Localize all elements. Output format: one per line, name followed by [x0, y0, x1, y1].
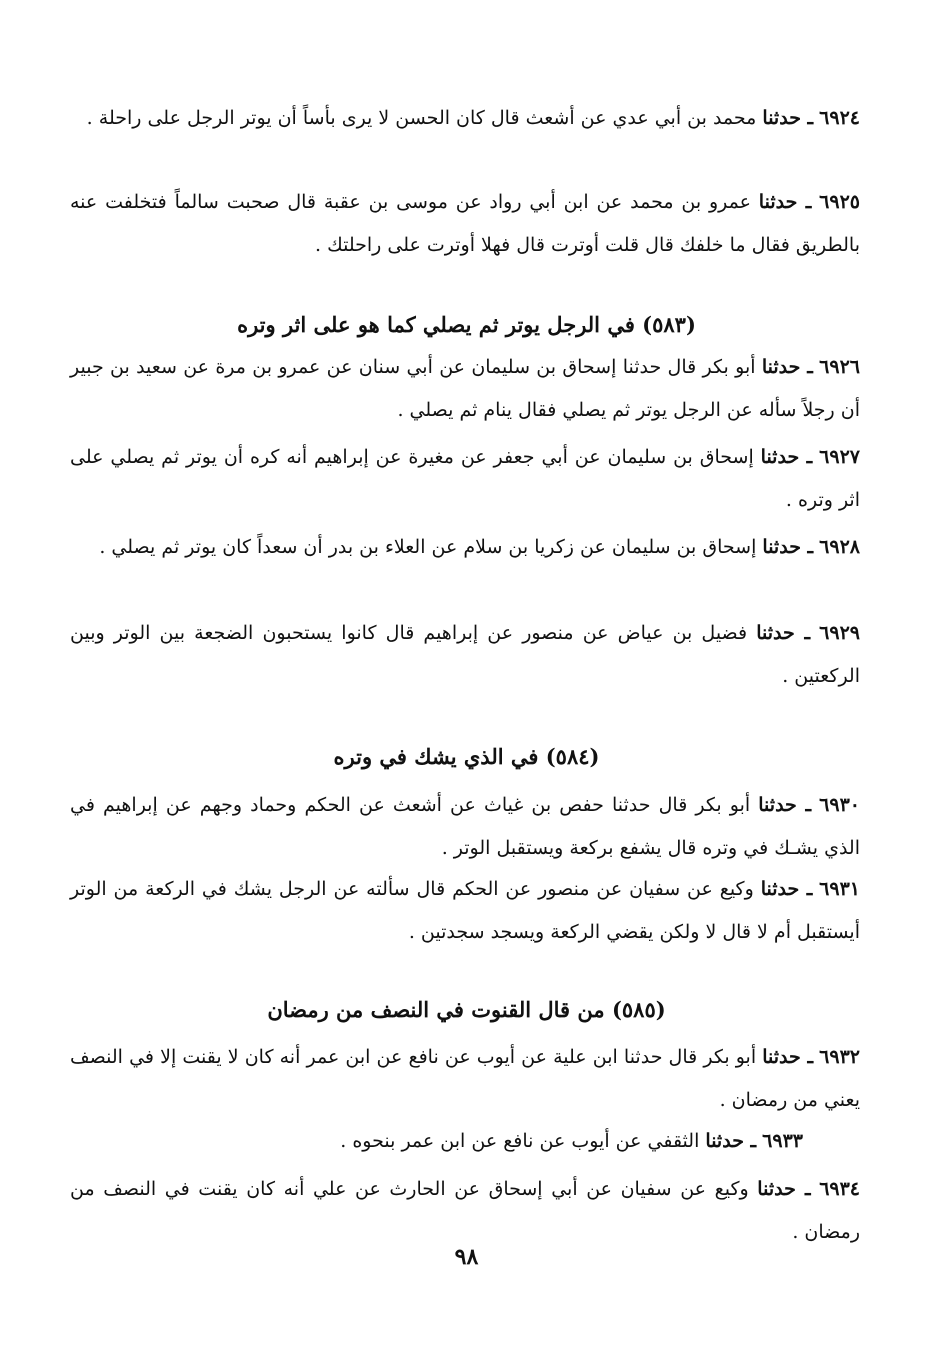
entry-lead: ـ حدثنا: [758, 794, 812, 816]
entry-lead: ـ حدثنا: [762, 536, 814, 558]
entry-number: ٦٩٢٤: [819, 107, 860, 129]
entry-lead: ـ حدثنا: [762, 1046, 814, 1068]
entry-text: فضيل بن عياض عن منصور عن إبراهيم قال كانوا يستحبون الضجعة بين الوتر وبين الركعتين .: [70, 622, 860, 687]
section-heading: (٥٨٥) من قال القنوت في النصف من رمضان: [267, 997, 666, 1022]
entry-number: ٦٩٣١: [819, 878, 860, 900]
entry-number: ٦٩٣٣: [762, 1130, 803, 1152]
hadith-entry: [70, 612, 860, 698]
entry-lead: ـ حدثنا: [760, 446, 813, 468]
entry-lead: ـ حدثنا: [756, 622, 811, 644]
hadith-entry: [70, 526, 860, 569]
entry-lead: ـ حدثنا: [760, 878, 813, 900]
page-number: ٩٨: [454, 1244, 479, 1270]
entry-text: أبو بكر قال حدثنا ابن علية عن أيوب عن نافع عن ابن عمر أنه كان لا يقنت إلا في النصف يعني من رمضان .: [70, 1046, 860, 1111]
entry-text: أبو بكر قال حدثنا حفص بن غياث عن أشعث عن الحكم وحماد وجهم عن إبراهيم في الذي يشـك في وتره قال يشفع بركعة ويستقبل الوتر .: [70, 794, 860, 859]
hadith-entry: [70, 346, 860, 432]
entry-text: عمرو بن محمد عن ابن أبي رواد عن موسى بن عقبة قال صحبت سالماً فتخلفت عنه بالطريق فقال ما خلفك قال قلت أوترت قال فهلا أوترت على راحلتك .: [70, 191, 860, 256]
hadith-entry: [70, 436, 860, 522]
entry-text: إسحاق بن سليمان عن زكريا بن سلام عن العلاء بن بدر أن سعداً كان يوتر ثم يصلي .: [99, 536, 757, 558]
hadith-entry: [70, 97, 860, 140]
entry-number: ٦٩٣٤: [819, 1178, 861, 1200]
entry-number: ٦٩٢٩: [819, 622, 860, 644]
hadith-entry: [70, 868, 860, 954]
section-heading: (٥٨٣) في الرجل يوتر ثم يصلي كما هو على اثر وتره: [237, 312, 696, 337]
entry-text: إسحاق بن سليمان عن أبي جعفر عن مغيرة عن إبراهيم أنه كره أن يوتر ثم يصلي على اثر وتره .: [70, 446, 860, 511]
hadith-entry: [70, 1168, 860, 1254]
entry-text: محمد بن أبي عدي عن أشعث قال كان الحسن لا يرى بأساً أن يوتر الرجل على راحلة .: [86, 107, 757, 129]
entry-number: ٦٩٣٢: [819, 1046, 860, 1068]
entry-number: ٦٩٢٥: [819, 191, 860, 213]
hadith-entry: [70, 181, 860, 267]
section-heading: (٥٨٤) في الذي يشك في وتره: [333, 744, 600, 769]
hadith-entry: [70, 784, 860, 870]
entry-lead: ـ حدثنا: [762, 107, 814, 129]
entry-number: ٦٩٢٨: [819, 536, 860, 558]
entry-number: ٦٩٢٦: [819, 356, 860, 378]
entry-text: أبو بكر قال حدثنا إسحاق بن سليمان عن أبي سنان عن عمرو بن مرة عن سعيد بن جبير أن رجلاً سأله عن الرجل يوتر ثم يصلي فقال ينام ثم يصلي .: [70, 356, 860, 421]
entry-lead: ـ حدثنا: [758, 191, 812, 213]
entry-text: وكيع عن سفيان عن أبي إسحاق عن الحارث عن علي أنه كان يقنت في النصف من رمضان .: [70, 1178, 860, 1243]
entry-text: الثقفي عن أيوب عن نافع عن ابن عمر بنحوه .: [340, 1130, 700, 1152]
entry-text: وكيع عن سفيان عن منصور عن الحكم قال سألته عن الرجل يشك في الركعة من الوتر أيستقبل أم لا قال لا ولكن يقضي الركعة ويسجد سجدتين .: [70, 878, 860, 943]
entry-lead: ـ حدثنا: [761, 356, 813, 378]
entry-number: ٦٩٣٠: [819, 794, 860, 816]
hadith-entry: [70, 1036, 860, 1122]
entry-number: ٦٩٢٧: [819, 446, 860, 468]
entry-lead: ـ حدثنا: [705, 1130, 757, 1152]
hadith-entry: [70, 1120, 803, 1163]
entry-lead: ـ حدثنا: [757, 1178, 811, 1200]
